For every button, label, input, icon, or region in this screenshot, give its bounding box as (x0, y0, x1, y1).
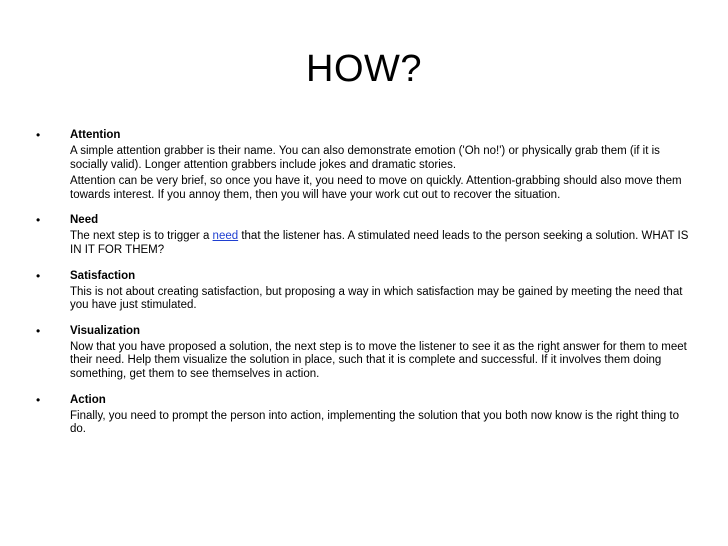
item-heading: Need (70, 214, 99, 227)
list-item-attention (34, 128, 694, 202)
item-paragraph: A simple attention grabber is their name. You can also demonstrate emotion ('Oh no!') or physically grab them (if it is socially valid). Longer attention grabbers include jokes and dramatic stories. (70, 145, 660, 171)
bullet-icon: • (36, 128, 41, 142)
bullet-list (34, 128, 694, 448)
item-heading: Action (70, 393, 106, 406)
list-item-visualization (34, 324, 694, 382)
item-heading: Satisfaction (70, 269, 136, 282)
list-item-action (34, 393, 694, 437)
bullet-icon: • (36, 213, 41, 228)
need-link[interactable]: need (212, 230, 239, 243)
item-heading: Attention (70, 129, 121, 141)
item-paragraph (70, 230, 694, 257)
item-paragraph: Finally, you need to prompt the person into action, implementing the solution that you both now know is the right thing to do. (70, 409, 680, 436)
slide-title-text: HOW? (306, 48, 422, 90)
paragraph-text-after: that the listener has. A stimulated need leads to the person seeking a solution. WHAT IS IN IT FOR THEM? (70, 230, 689, 256)
bullet-icon: • (36, 392, 41, 407)
item-paragraph: Now that you have proposed a solution, the next step is to move the listener to see it as the right answer for them to meet their need. Help them visualize the solution in place, such that it is complete and successful. If it involves them doing something, get them to see themselves in action. (70, 340, 687, 380)
slide-title (0, 46, 728, 92)
item-paragraph: This is not about creating satisfaction, but proposing a way in which satisfaction may be gained by meeting the need that you have just stimulated. (70, 285, 683, 312)
item-paragraph: Attention can be very brief, so once you have it, you need to move on quickly. Attention-grabbing should also move them towards interest. If you annoy them, then you will have your work cut out to recover the situation. (70, 175, 682, 201)
bullet-icon: • (36, 323, 41, 338)
bullet-icon: • (36, 268, 41, 283)
list-item-satisfaction (34, 269, 694, 313)
paragraph-text-before: The next step is to trigger a (70, 230, 213, 243)
item-heading: Visualization (70, 324, 141, 337)
list-item-need (34, 213, 694, 257)
